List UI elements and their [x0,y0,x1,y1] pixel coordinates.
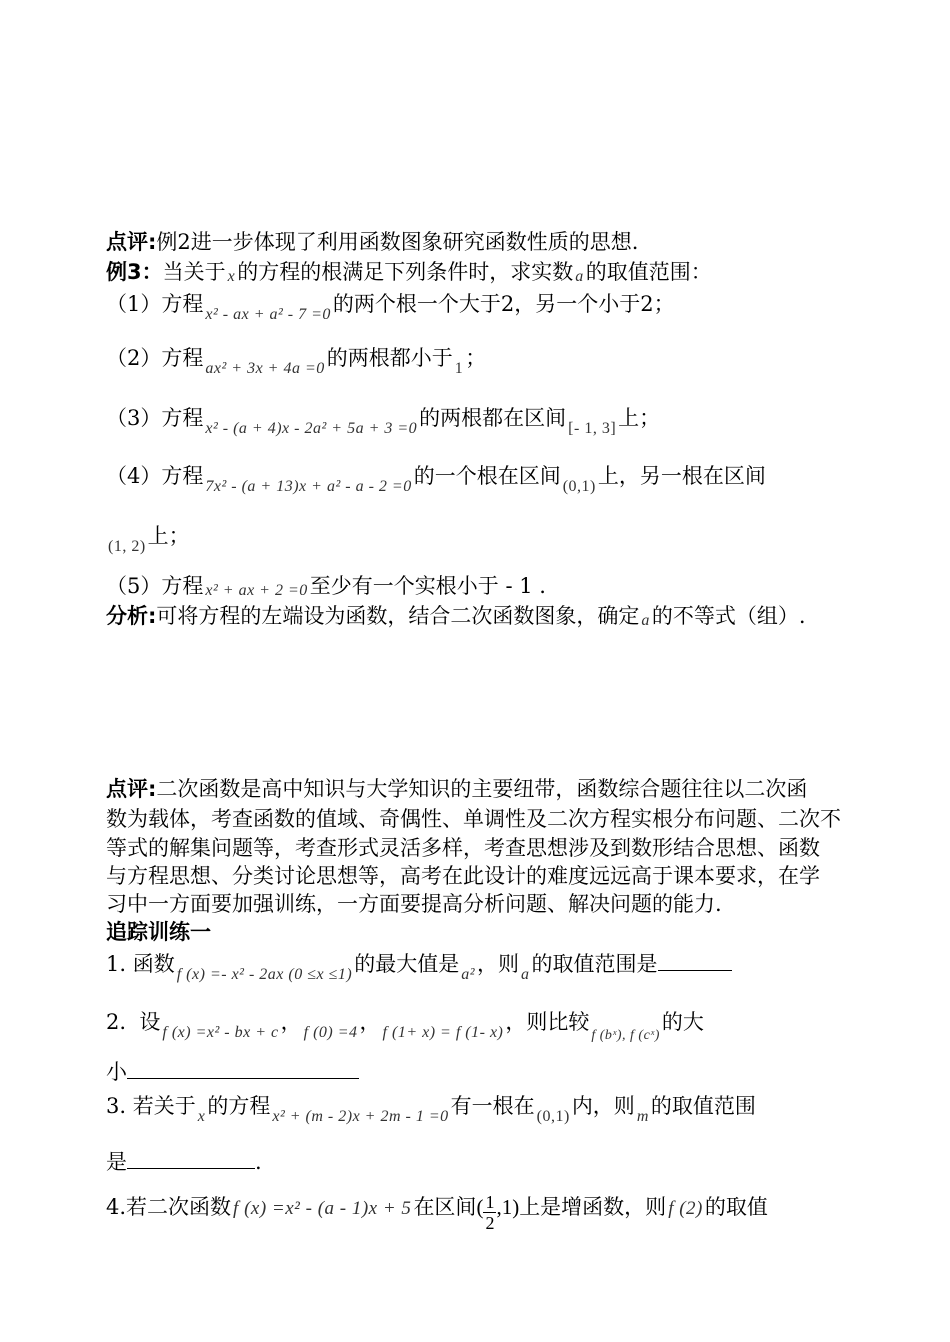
review-text: 数为载体，考查函数的值域、奇偶性、单调性及二次方程实根分布问题、二次不 [106,807,841,831]
example-intro-cont: 的方程的根满足下列条件时，求实数 [237,260,574,284]
question-text: . [255,1150,262,1174]
analysis-text: 可将方程的左端设为函数，结合二次函数图象，确定 [156,604,640,628]
review-label: 点评: [106,777,157,801]
question-text: 若二次函数 [126,1195,232,1219]
math-function: f (x) =x² - (a - 1)x + 5 [233,1198,412,1219]
question-text: 若关于 [132,1094,196,1118]
item-prefix: （2）方程 [106,346,204,370]
answer-blank[interactable] [658,950,732,971]
question-text: 在区间 [413,1195,477,1219]
analysis-text-end: 的不等式（组）. [651,604,806,628]
item-suffix-end: ； [465,346,487,370]
question-number: 4. [106,1195,127,1219]
example-item-2 [106,344,486,375]
tracking-title: 追踪训练一 [106,920,211,944]
separator: ， [359,1010,381,1034]
item-suffix-end: 上； [147,524,190,548]
example-item-3 [106,404,660,435]
math-interval: [- 1, 3] [568,420,617,437]
analysis [106,602,806,633]
math-condition: f (1+ x) = f (1- x) [382,1024,504,1041]
review-2-line-4 [106,862,820,890]
item-suffix: 的两根都在区间 [419,406,567,430]
question-text: 设 [139,1010,161,1034]
example-item-4 [106,462,766,493]
example-item-5 [106,572,546,603]
question-text: 的取值范围是 [531,952,658,976]
review-text: 等式的解集问题等，考查形式灵活多样，考查思想涉及到数形结合思想、函数 [106,836,820,860]
math-equation: x² + ax + 2 =0 [205,582,308,599]
math-equation: x² - (a + 4)x - 2a² + 5a + 3 =0 [205,420,418,437]
review-2-line-5 [106,890,722,918]
separator: ， [280,1010,302,1034]
math-var-x: x [197,1108,206,1125]
question-text: 的最大值是 [354,952,460,976]
item-prefix: （1）方程 [106,292,204,316]
question-text: 函数 [132,952,175,976]
math-equation: ax² + 3x + 4a =0 [205,360,325,377]
question-text: 的大 [661,1010,704,1034]
review-text: 习中一方面要加强训练，一方面要提高分析问题、解决问题的能力. [106,892,722,916]
review-2-line-3 [106,834,820,862]
math-expression: f (bˣ), f (cˣ) [591,1028,660,1043]
math-var-m: m [636,1108,649,1125]
review-1 [106,228,638,256]
review-text: 与方程思想、分类讨论思想等，高考在此设计的难度远远高于课本要求，在学 [106,864,820,888]
question-3 [106,1092,756,1123]
item-prefix: （3）方程 [106,406,204,430]
question-text: 是 [106,1150,127,1174]
fraction-numerator: 1 [485,1192,495,1212]
math-interval: (0,1) [562,478,596,495]
question-text: 小 [106,1060,127,1084]
item-suffix-end: 上，另一根在区间 [597,464,766,488]
review-text: 例2进一步体现了利用函数图象研究函数性质的思想. [156,230,639,254]
math-value: a² [461,966,476,983]
item-suffix: 的两根都小于 [326,346,453,370]
math-equation: x² - ax + a² - 7 =0 [205,306,331,323]
example-intro-end: 的取值范围： [585,260,712,284]
fraction [483,1192,496,1233]
question-text: 有一根在 [450,1094,535,1118]
example-item-1 [106,290,675,321]
item-prefix: （5）方程 [106,574,204,598]
question-text: 上是增函数，则 [519,1195,667,1219]
question-text: 的取值 [704,1195,768,1219]
question-3-continued [106,1148,262,1176]
math-var-a: a [575,268,584,285]
math-interval-tail: ,1) [496,1195,520,1219]
question-1 [106,950,732,981]
question-4: 4.若二次函数 f (x) =x² - (a - 1)x + 5在区间( $\frac{1}{2}$ ,1)上是增函数，则 f (2)的取值 [106,1192,768,1233]
example-3-heading [106,258,712,289]
math-var-a: a [521,966,530,983]
answer-blank[interactable] [127,1058,359,1079]
fraction-denominator: 2 [485,1213,495,1233]
math-value: 1 [454,360,464,377]
math-interval: (0,1) [536,1108,570,1125]
question-text: ，则 [477,952,520,976]
review-text: 二次函数是高中知识与大学知识的主要纽带，函数综合题往往以二次函 [156,777,808,801]
math-function: f (x) =x² - bx + c [162,1024,279,1041]
example-intro: 当关于 [162,260,226,284]
question-number: 1. [106,952,127,976]
math-equation: x² + (m - 2)x + 2m - 1 =0 [272,1108,449,1125]
math-equation: 7x² - (a + 13)x + a² - a - 2 =0 [205,478,412,495]
question-2 [106,1008,704,1043]
item-prefix: （4）方程 [106,464,204,488]
question-number: 2. [106,1010,127,1034]
math-expression: f (2) [668,1198,703,1219]
review-label: 点评: [106,230,157,254]
question-text: 的取值范围 [650,1094,756,1118]
question-text: 的方程 [207,1094,271,1118]
question-number: 3. [106,1094,127,1118]
math-condition: f (0) =4 [303,1024,358,1041]
item-suffix: 的一个根在区间 [413,464,561,488]
review-2-line-2 [106,805,841,833]
math-var-x: x [227,268,236,285]
item-suffix: 的两个根一个大于2，另一个小于2； [332,292,675,316]
example-item-4-continued [106,522,190,553]
analysis-label: 分析: [106,604,157,628]
math-interval: (1, 2) [108,538,146,555]
item-suffix-end: 上； [618,406,661,430]
math-function: f (x) =- x² - 2ax (0 ≤x ≤1) [176,966,353,983]
question-2-continued [106,1058,359,1086]
answer-blank[interactable] [127,1148,255,1169]
question-text: 内，则 [571,1094,635,1118]
item-suffix: 至少有一个实根小于 - 1 . [309,574,546,598]
question-text: ，则比较 [505,1010,590,1034]
review-2-line-1 [106,775,807,803]
example-label: 例3： [106,260,163,284]
math-var-a: a [641,612,650,629]
